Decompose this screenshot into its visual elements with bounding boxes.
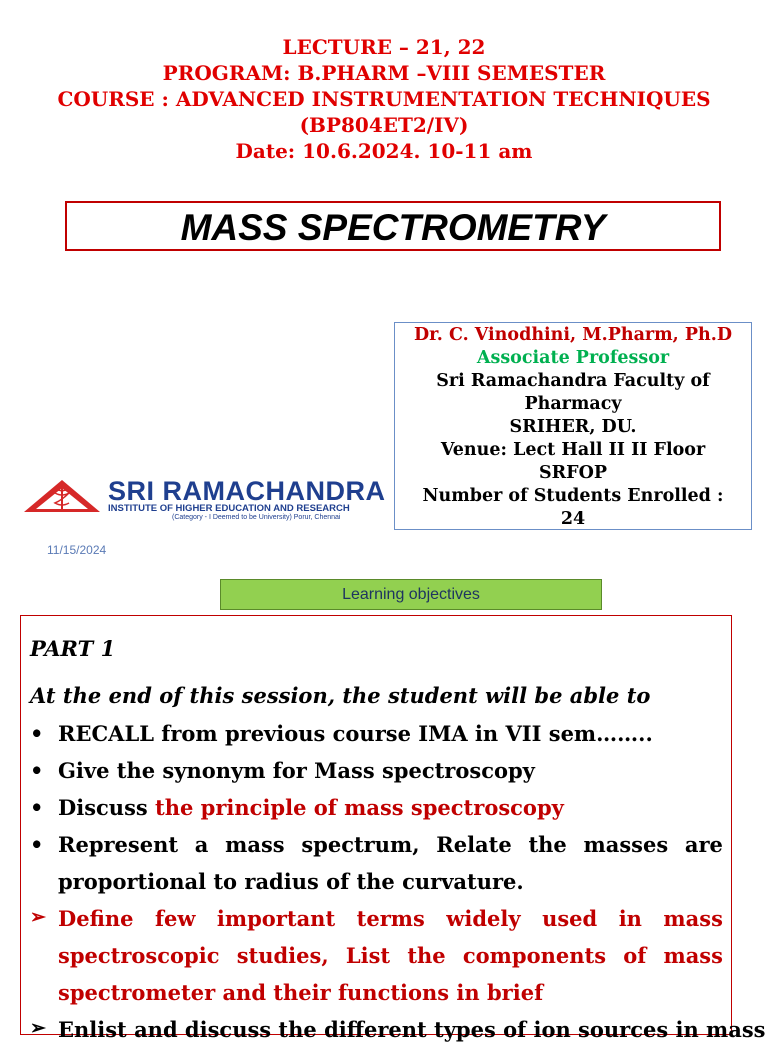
logo-subtitle: INSTITUTE OF HIGHER EDUCATION AND RESEARCH	[108, 503, 350, 514]
lecture-header	[0, 34, 768, 164]
faculty-line-1: Sri Ramachandra Faculty of	[436, 371, 710, 391]
bullet-icon: •	[30, 721, 44, 746]
objective-ion-sources: Enlist and discuss the different types of ion sources in mass	[58, 1017, 766, 1042]
word: in	[618, 906, 642, 931]
title-box	[65, 201, 721, 251]
slide-date: 11/15/2024	[47, 543, 107, 557]
course-line: COURSE : ADVANCED INSTRUMENTATION TECHNIQUES	[57, 87, 711, 111]
objective-synonym: Give the synonym for Mass spectroscopy	[58, 758, 535, 783]
presenter-role: Associate Professor	[476, 348, 670, 368]
venue-line-2: SRFOP	[538, 463, 607, 483]
objective-define-line3: spectrometer and their functions in brief	[58, 980, 544, 1005]
logo-category: (Category - I Deemed to be University) Porur, Chennai	[172, 514, 341, 521]
word: mass	[225, 832, 285, 857]
lecture-date: Date: 10.6.2024. 10-11 am	[235, 139, 533, 163]
students-enrolled-count: 24	[560, 509, 586, 529]
arrow-bullet-icon: ➢	[30, 1017, 46, 1039]
caduceus-emblem-icon	[22, 478, 102, 514]
word: mass	[663, 943, 723, 968]
word: few	[154, 906, 196, 931]
word: spectrum,	[301, 832, 420, 857]
institution-logo	[22, 476, 432, 522]
intro-sentence: At the end of this session, the student will be able to	[30, 683, 651, 708]
word: widely	[446, 906, 521, 931]
university-name: SRIHER, DU.	[509, 417, 637, 437]
word: a	[194, 832, 209, 857]
logo-brand-name: SRI RAMACHANDRA	[108, 476, 386, 506]
word: studies,	[236, 943, 329, 968]
program-line: PROGRAM: B.PHARM –VIII SEMESTER	[162, 61, 606, 85]
faculty-line-2: Pharmacy	[524, 394, 622, 414]
venue-line-1: Venue: Lect Hall II II Floor	[440, 440, 706, 460]
word: Relate	[436, 832, 512, 857]
discuss-prefix: Discuss	[58, 795, 148, 820]
lecture-number: LECTURE – 21, 22	[282, 35, 486, 59]
word: terms	[356, 906, 425, 931]
arrow-bullet-icon: ➢	[30, 906, 46, 928]
word: Represent	[58, 832, 179, 857]
word: masses	[583, 832, 669, 857]
students-enrolled-label: Number of Students Enrolled :	[422, 486, 724, 506]
slide-title: MASS SPECTROMETRY	[180, 207, 606, 248]
word: are	[684, 832, 723, 857]
part-heading: PART 1	[30, 636, 116, 661]
word: the	[528, 832, 567, 857]
discuss-highlight: the principle of mass spectroscopy	[155, 795, 564, 820]
learning-objectives-banner: Learning objectives	[220, 579, 602, 610]
word: spectroscopic	[58, 943, 220, 968]
objectives-content-box	[20, 615, 732, 1035]
presenter-info-box	[394, 322, 752, 530]
word: important	[216, 906, 336, 931]
word: of	[623, 943, 647, 968]
word: components	[462, 943, 607, 968]
word: mass	[663, 906, 723, 931]
presenter-name: Dr. C. Vinodhini, M.Pharm, Ph.D	[413, 325, 733, 345]
word: Define	[58, 906, 134, 931]
word: used	[542, 906, 598, 931]
objective-represent-line1	[58, 832, 723, 857]
objective-define-line1	[58, 906, 723, 931]
word: List	[345, 943, 391, 968]
bullet-icon: •	[30, 795, 44, 820]
bullet-icon: •	[30, 758, 44, 783]
bullet-icon: •	[30, 832, 44, 857]
objective-discuss	[58, 795, 564, 820]
objective-define-line2	[58, 943, 723, 968]
word: the	[407, 943, 446, 968]
objective-represent-line2: proportional to radius of the curvature.	[58, 869, 524, 894]
objective-recall: RECALL from previous course IMA in VII sem……..	[58, 721, 653, 746]
course-code: (BP804ET2/IV)	[299, 113, 469, 137]
